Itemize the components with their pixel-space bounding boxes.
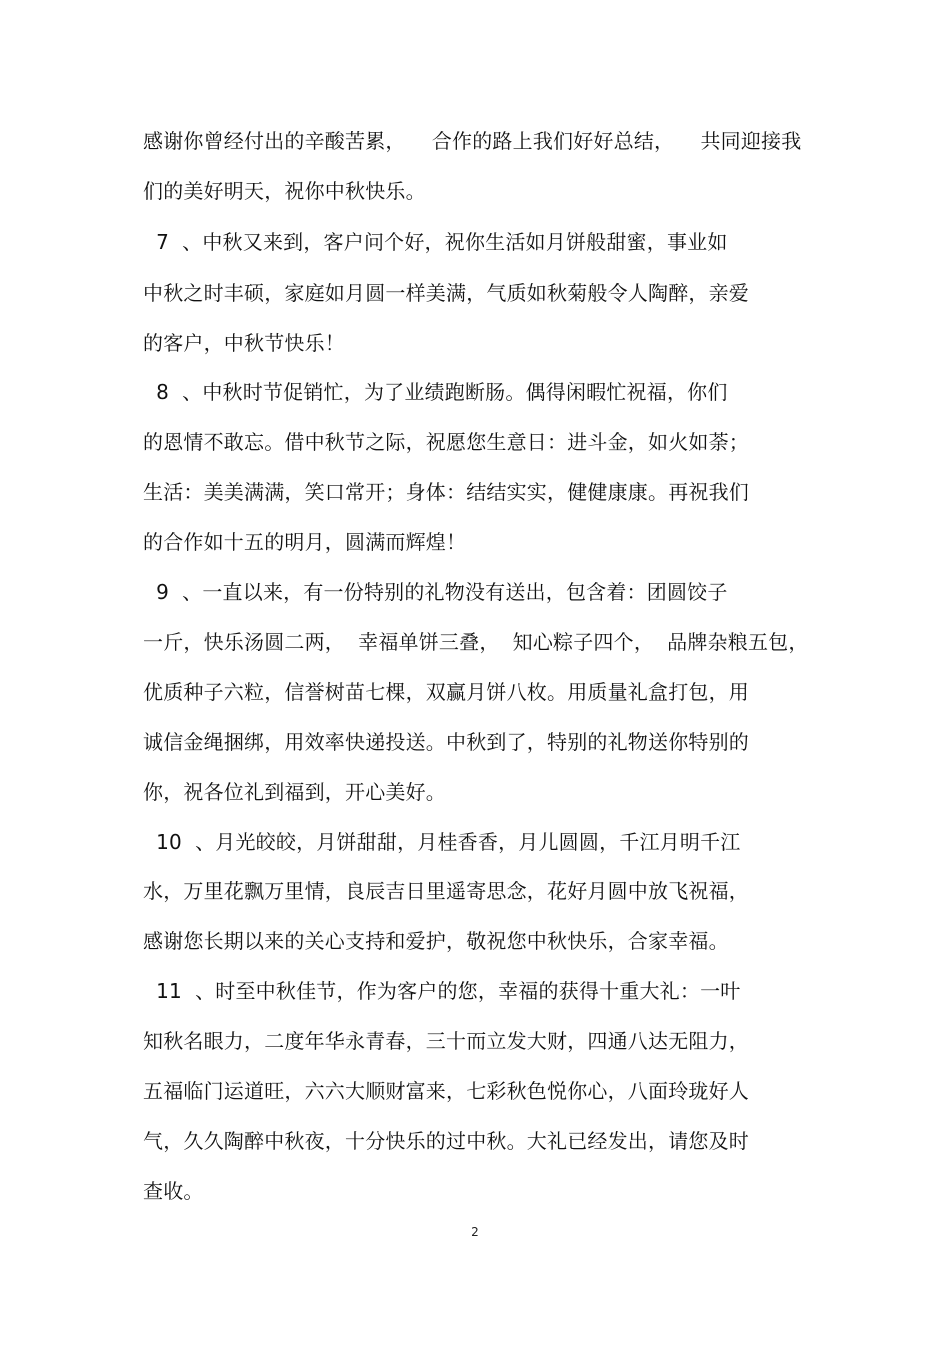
text-line: 的合作如十五的明月，圆满而辉煌！ (143, 530, 467, 554)
text-line: 10 、月光皎皎，月饼甜甜，月桂香香，月儿圆圆，千江月明千江 (143, 830, 741, 854)
text-line: 查收。 (143, 1179, 204, 1203)
text-line: 感谢您长期以来的关心支持和爱护，敬祝您中秋快乐，合家幸福。 (143, 929, 729, 953)
text-line: 的客户，中秋节快乐！ (143, 331, 345, 355)
text-line: 你，祝各位礼到福到，开心美好。 (143, 780, 446, 804)
text-line: 11 、时至中秋佳节，作为客户的您，幸福的获得十重大礼：一叶 (143, 979, 741, 1003)
text-line: 水，万里花飘万里情，良辰吉日里遥寄思念，花好月圆中放飞祝福， (143, 879, 749, 903)
text-line: 中秋之时丰硕，家庭如月圆一样美满，气质如秋菊般令人陶醉，亲爱 (143, 281, 749, 305)
text-line: 9 、一直以来，有一份特别的礼物没有送出，包含着：团圆饺子 (143, 580, 728, 604)
text-line: 气，久久陶醉中秋夜，十分快乐的过中秋。大礼已经发出，请您及时 (143, 1129, 749, 1153)
text-line: 诚信金绳捆绑，用效率快递投送。中秋到了，特别的礼物送你特别的 (143, 730, 749, 754)
text-line: 知秋名眼力，二度年华永青春，三十而立发大财，四通八达无阻力， (143, 1029, 749, 1053)
text-line: 生活：美美满满，笑口常开；身体：结结实实，健健康康。再祝我们 (143, 480, 749, 504)
text-line: 7 、中秋又来到，客户问个好，祝你生活如月饼般甜蜜，事业如 (143, 230, 728, 254)
text-line: 优质种子六粒，信誉树苗七棵，双赢月饼八枚。用质量礼盒打包，用 (143, 680, 749, 704)
text-line: 们的美好明天，祝你中秋快乐。 (143, 179, 426, 203)
text-line: 五福临门运道旺，六六大顺财富来，七彩秋色悦你心，八面玲珑好人 (143, 1079, 749, 1103)
text-line: 一斤，快乐汤圆二两， 幸福单饼三叠， 知心粽子四个， 品牌杂粮五包， (143, 630, 809, 654)
text-line: 8 、中秋时节促销忙，为了业绩跑断肠。偶得闲暇忙祝福，你们 (143, 380, 728, 404)
text-line: 的恩情不敢忘。借中秋节之际，祝愿您生意日：进斗金，如火如荼； (143, 430, 749, 454)
page-number: 2 (471, 1225, 479, 1239)
text-line: 感谢你曾经付出的辛酸苦累， 合作的路上我们好好总结， 共同迎接我 (143, 129, 802, 153)
